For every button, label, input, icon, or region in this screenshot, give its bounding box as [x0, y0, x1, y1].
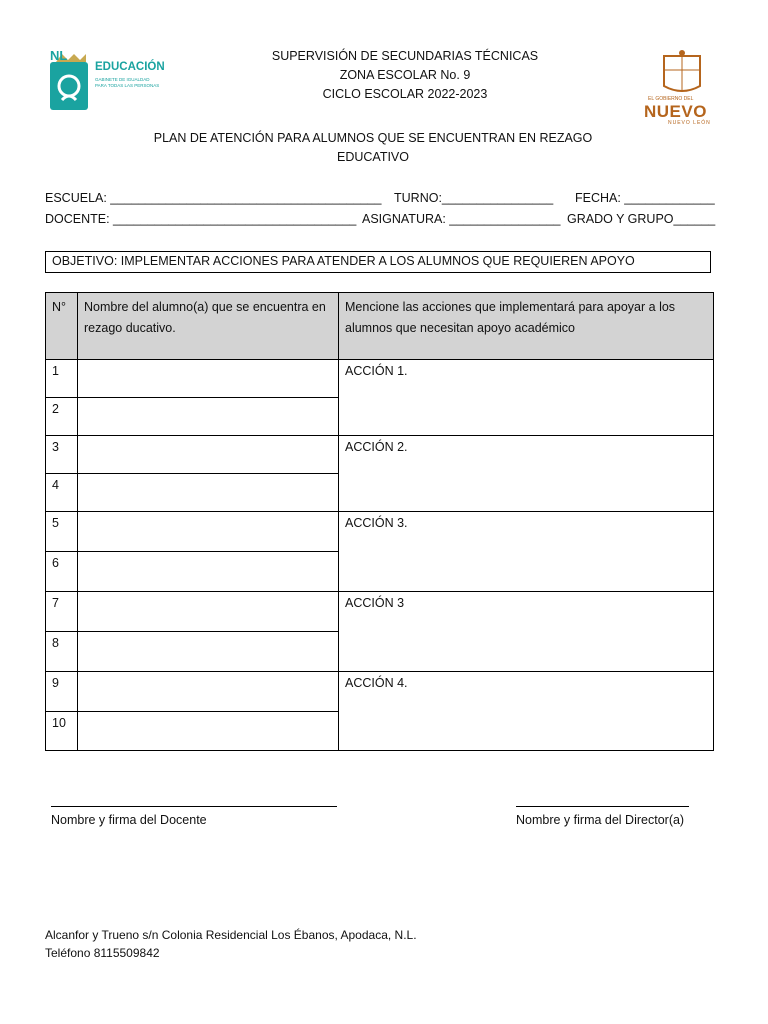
student-name-cell[interactable] [78, 398, 339, 436]
student-name-cell[interactable] [78, 712, 339, 751]
students-table [45, 292, 714, 751]
director-signature-label: Nombre y firma del Director(a) [516, 813, 685, 827]
field-turno[interactable]: TURNO:________________ [394, 191, 554, 205]
docente-signature-line[interactable] [51, 806, 337, 807]
action-cell[interactable]: ACCIÓN 4. [339, 672, 714, 751]
student-name-cell[interactable] [78, 552, 339, 592]
header-actions: Mencione las acciones que implementará para apoyar a los alumnos que necesitan apoyo académico [339, 293, 714, 360]
student-name-cell[interactable] [78, 672, 339, 712]
header-line-2: ZONA ESCOLAR No. 9 [339, 68, 471, 82]
student-name-cell[interactable] [78, 632, 339, 672]
educacion-logo [48, 48, 178, 114]
row-number: 1 [46, 360, 78, 398]
row-number: 7 [46, 592, 78, 632]
logo-right-line-1: EL GOBIERNO DEL [648, 96, 694, 102]
table-row [46, 436, 714, 474]
logo-tagline-2: PARA TODAS LAS PERSONAS [95, 83, 160, 88]
table-row [46, 592, 714, 632]
footer-address: Alcanfor y Trueno s/n Colonia Residencial Los Ébanos, Apodaca, N.L. [45, 928, 417, 942]
row-number: 3 [46, 436, 78, 474]
field-docente[interactable]: DOCENTE: ___________________________________ [45, 212, 357, 226]
title-line-1: PLAN DE ATENCIÓN PARA ALUMNOS QUE SE ENCUENTRAN EN REZAGO [153, 131, 593, 145]
logo-brand-text: EDUCACIÓN [95, 61, 165, 73]
student-name-cell[interactable] [78, 512, 339, 552]
student-name-cell[interactable] [78, 592, 339, 632]
title-line-2: EDUCATIVO [337, 150, 409, 164]
action-cell[interactable]: ACCIÓN 3 [339, 592, 714, 672]
row-number: 2 [46, 398, 78, 436]
nuevo-leon-logo [642, 48, 722, 128]
action-cell[interactable]: ACCIÓN 1. [339, 360, 714, 436]
header-block [200, 47, 610, 104]
field-fecha[interactable]: FECHA: _____________ [575, 191, 715, 205]
field-grado-grupo[interactable]: GRADO Y GRUPO______ [567, 212, 716, 226]
table-row [46, 512, 714, 552]
table-row [46, 360, 714, 398]
logo-nl-text: NL [50, 48, 68, 63]
row-number: 8 [46, 632, 78, 672]
student-name-cell[interactable] [78, 360, 339, 398]
footer-phone: Teléfono 8115509842 [45, 946, 160, 960]
director-signature-line[interactable] [516, 806, 689, 807]
document-title [90, 129, 656, 167]
header-line-3: CICLO ESCOLAR 2022-2023 [322, 87, 488, 101]
logo-right-line-2: NUEVO [644, 102, 707, 121]
logo-tagline-1: GABINETE DE IGUALDAD [95, 77, 150, 82]
row-number: 4 [46, 474, 78, 512]
header-student-name: Nombre del alumno(a) que se encuentra en rezago ducativo. [78, 293, 339, 360]
student-name-cell[interactable] [78, 436, 339, 474]
header-line-1: SUPERVISIÓN DE SECUNDARIAS TÉCNICAS [271, 49, 539, 63]
docente-signature-label: Nombre y firma del Docente [51, 813, 207, 827]
table-header-row [46, 293, 714, 360]
header-number: N° [46, 293, 78, 360]
field-asignatura[interactable]: ASIGNATURA: ________________ [362, 212, 561, 226]
row-number: 6 [46, 552, 78, 592]
logo-right-line-3: NUEVO LEÓN [668, 120, 711, 126]
action-cell[interactable]: ACCIÓN 2. [339, 436, 714, 512]
table-row [46, 672, 714, 712]
objective-box: OBJETIVO: IMPLEMENTAR ACCIONES PARA ATENDER A LOS ALUMNOS QUE REQUIEREN APOYO [45, 251, 711, 273]
student-name-cell[interactable] [78, 474, 339, 512]
action-cell[interactable]: ACCIÓN 3. [339, 512, 714, 592]
field-escuela[interactable]: ESCUELA: _______________________________________ [45, 191, 382, 205]
row-number: 5 [46, 512, 78, 552]
row-number: 9 [46, 672, 78, 712]
row-number: 10 [46, 712, 78, 751]
